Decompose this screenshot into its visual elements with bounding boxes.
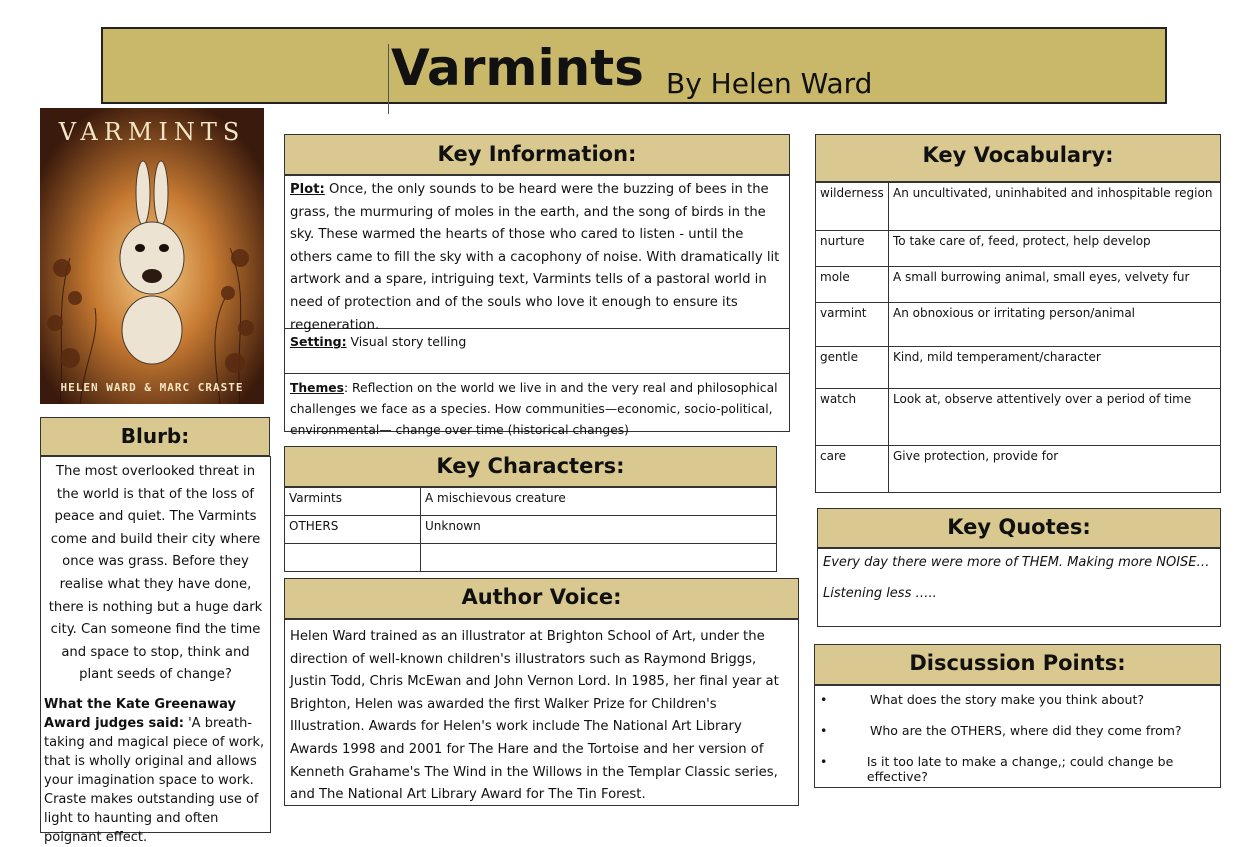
- page-author: By Helen Ward: [666, 67, 873, 100]
- plot-section: [285, 176, 789, 333]
- quote-item: Every day there were more of THEM. Making more NOISE…: [823, 555, 1210, 570]
- discussion-text: What does the story make you think about?: [870, 692, 1144, 707]
- table-row: [816, 389, 1221, 446]
- award-text: 'A breath-taking and magical piece of work, that is wholly original and allows your imagination space to work. Craste makes outstanding use of light to haunting and often poignant effect.: [44, 715, 265, 845]
- blurb-text: The most overlooked threat in the world is that of the loss of peace and quiet. The Varmints come and build their city where once was grass. Before they realise what they have done, there is nothing but a huge dark city. Can someone find the time and space to stop, think and plant seeds of change?: [48, 464, 263, 683]
- book-cover-image: [40, 108, 264, 404]
- title-banner: [101, 27, 1167, 104]
- list-item: [820, 754, 1215, 785]
- bullet-icon: •: [820, 692, 828, 707]
- plot-text: Once, the only sounds to be heard were the buzzing of bees in the grass, the murmuring of moles in the earth, and the song of birds in the sky. These warmed the hearts of those who cared to listen - until the others came to fill the sky with a cacophony of noise. With dramatically lit artwork and a spare, intriguing text, Varmints tells of a pastoral world in need of protection and of the souls who love it enough to ensure its regeneration.: [290, 182, 780, 333]
- character-name: OTHERS: [285, 516, 421, 544]
- plot-label: Plot:: [290, 182, 325, 197]
- themes-label: Themes: [290, 381, 344, 395]
- quote-item: Listening less …..: [823, 586, 937, 601]
- vocab-word: mole: [816, 267, 889, 303]
- themes-text: : Reflection on the world we live in and the very real and philosophical challenges we face as a species. How communities—economic, socio-political, environmental— change over time (historical changes): [290, 381, 778, 437]
- vocab-definition: An uncultivated, uninhabited and inhospitable region: [889, 183, 1221, 231]
- list-item: [820, 723, 1215, 754]
- vocab-word: nurture: [816, 231, 889, 267]
- key-information-panel: [284, 175, 790, 437]
- vocab-word: watch: [816, 389, 889, 446]
- discussion-text: Who are the OTHERS, where did they come from?: [870, 723, 1182, 738]
- table-row: [816, 347, 1221, 389]
- table-row: [285, 544, 777, 572]
- table-row: [816, 267, 1221, 303]
- bullet-icon: •: [820, 754, 828, 769]
- table-row: [816, 303, 1221, 347]
- character-desc: [421, 544, 777, 572]
- award-label: What the Kate Greenaway Award judges said:: [44, 696, 236, 731]
- vocab-word: varmint: [816, 303, 889, 347]
- vocab-definition: To take care of, feed, protect, help develop: [889, 231, 1221, 267]
- table-row: [816, 183, 1221, 231]
- vocab-word: gentle: [816, 347, 889, 389]
- text-cursor: [388, 44, 389, 114]
- blurb-panel: [40, 456, 271, 845]
- vocab-word: wilderness: [816, 183, 889, 231]
- key-characters-table: [284, 487, 777, 572]
- key-characters-heading: Key Characters:: [284, 446, 777, 487]
- character-name: Varmints: [285, 488, 421, 516]
- blurb-heading: Blurb:: [40, 417, 270, 456]
- setting-section: [285, 329, 789, 374]
- vocab-definition: Look at, observe attentively over a period of time: [889, 389, 1221, 446]
- character-name: [285, 544, 421, 572]
- character-desc: A mischievous creature: [421, 488, 777, 516]
- author-voice-heading: Author Voice:: [284, 578, 799, 619]
- list-item: [820, 692, 1215, 723]
- discussion-points-heading: Discussion Points:: [814, 644, 1221, 685]
- vocab-definition: Give protection, provide for: [889, 446, 1221, 493]
- key-vocabulary-table: [815, 182, 1221, 493]
- key-vocabulary-heading: Key Vocabulary:: [815, 134, 1221, 182]
- vocab-word: care: [816, 446, 889, 493]
- cover-credit: HELEN WARD & MARC CRASTE: [60, 381, 244, 394]
- bullet-icon: •: [820, 723, 828, 738]
- key-quotes-panel: [817, 548, 1221, 627]
- discussion-text: Is it too late to make a change,; could change be effective?: [866, 754, 1174, 784]
- table-row: [816, 446, 1221, 493]
- table-row: [816, 231, 1221, 267]
- setting-label: Setting:: [290, 334, 347, 349]
- table-row: [285, 488, 777, 516]
- character-desc: Unknown: [421, 516, 777, 544]
- award-quote: [44, 695, 267, 847]
- discussion-points-panel: [814, 685, 1221, 788]
- page-title: Varmints: [391, 39, 644, 97]
- vocab-definition: An obnoxious or irritating person/animal: [889, 303, 1221, 347]
- author-voice-text: Helen Ward trained as an illustrator at Brighton School of Art, under the direction of well-known children's illustrators such as Raymond Briggs, Justin Todd, Chris McEwan and John Vernon Lord. In 1985, her final year at Brighton, Helen was awarded the first Walker Prize for Children's Illustration. Awards for Helen's work include The National Art Library Awards 1998 and 2001 for The Hare and the Tortoise and her version of Kenneth Grahame's The Wind in the Willows in the Templar Classic series, and The National Art Library Award for The Tin Forest.: [284, 619, 799, 806]
- vocab-definition: A small burrowing animal, small eyes, velvety fur: [889, 267, 1221, 303]
- table-row: [285, 516, 777, 544]
- themes-section: [285, 374, 789, 456]
- vocab-definition: Kind, mild temperament/character: [889, 347, 1221, 389]
- cover-illustration: [40, 108, 264, 404]
- key-quotes-heading: Key Quotes:: [817, 508, 1221, 548]
- key-information-heading: Key Information:: [284, 134, 790, 175]
- cover-title: VARMINTS: [58, 118, 246, 146]
- setting-text: Visual story telling: [346, 334, 467, 349]
